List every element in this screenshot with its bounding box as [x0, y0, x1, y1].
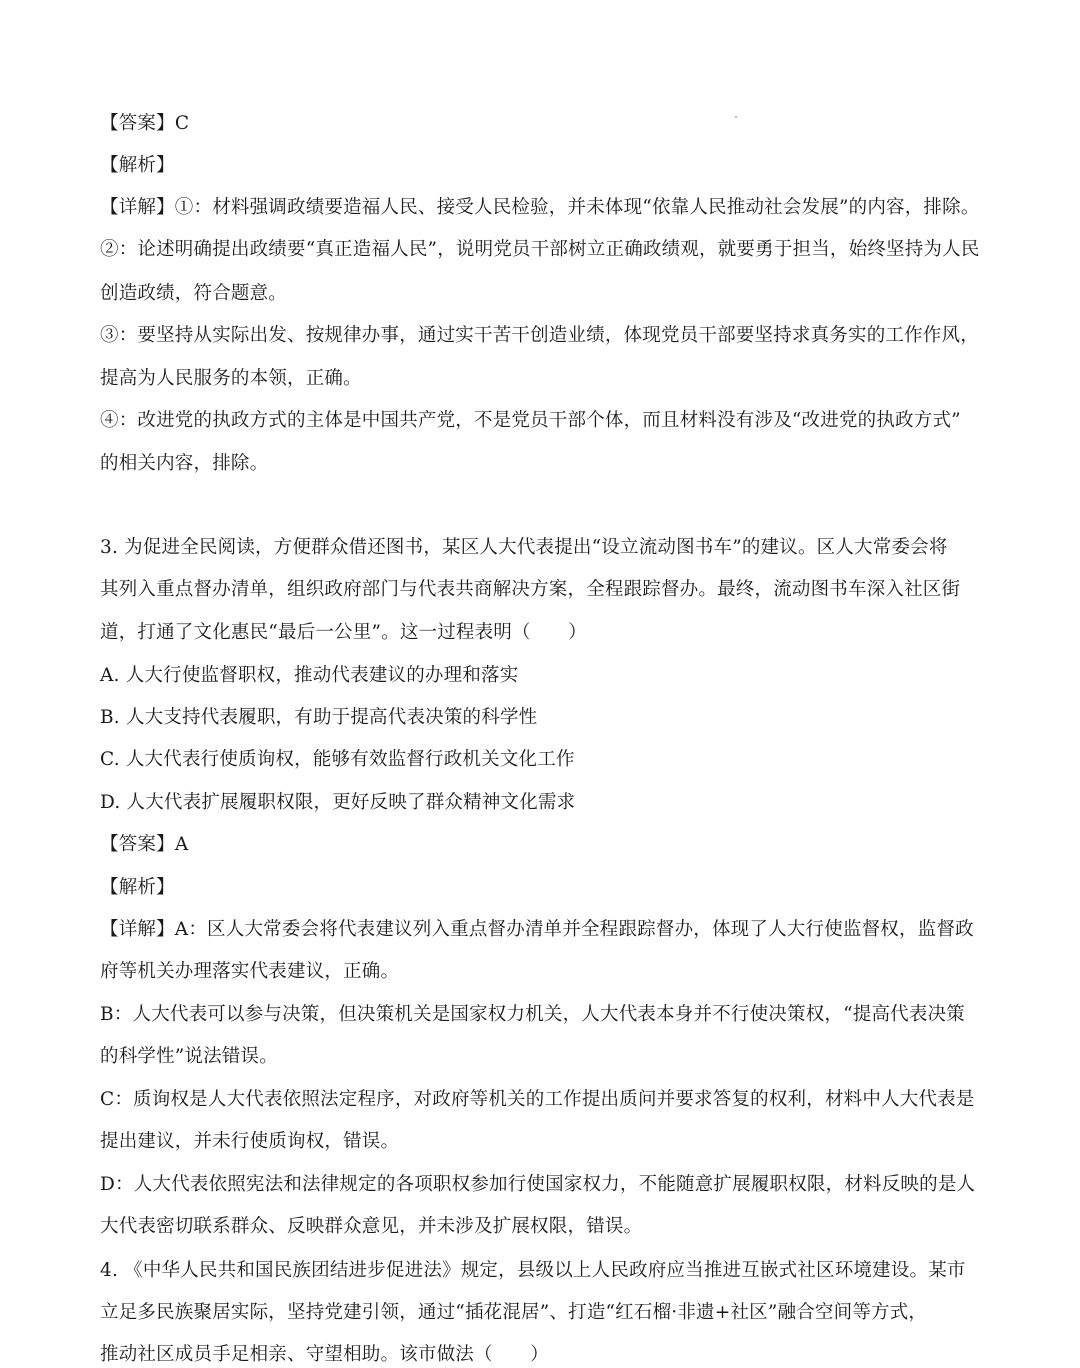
q3-option-c: C. 人大代表行使质询权，能够有效监督行政机关文化工作 — [100, 749, 575, 770]
q2-detail-line: ③：要坚持从实际出发、按规律办事，通过实干苦干创造业绩，体现党员干部要坚持求真务实的工作作风， — [100, 325, 979, 346]
q2-detail-line: 的相关内容，排除。 — [100, 453, 269, 474]
q3-stem-line: 3. 为促进全民阅读，方便群众借还图书，某区人大代表提出“设立流动图书车”的建议。区人大常委会将 — [100, 537, 948, 558]
q4-stem-line: 推动社区成员手足相亲、守望相助。该市做法（ ） — [100, 1344, 549, 1365]
q3-detail-line: C：质询权是人大代表依照法定程序，对政府等机关的工作提出质问并要求答复的权利，材料中人大代表是 — [100, 1089, 975, 1110]
q3-option-b: B. 人大支持代表履职，有助于提高代表决策的科学性 — [100, 707, 538, 728]
q3-detail-line: 的科学性”说法错误。 — [100, 1046, 278, 1067]
q3-detail-line: D：人大代表依照宪法和法律规定的各项职权参加行使国家权力，不能随意扩展履职权限，材料反映的是人 — [100, 1174, 976, 1195]
q2-detail-line: ④：改进党的执政方式的主体是中国共产党，不是党员干部个体，而且材料没有涉及“改进党的执政方式” — [100, 410, 961, 431]
q3-stem-line: 道，打通了文化惠民“最后一公里”。这一过程表明（ ） — [100, 622, 587, 643]
answer-tag: 【答案】 — [100, 834, 175, 855]
q2-analysis-tag: 【解析】 — [100, 155, 175, 176]
q3-option-a: A. 人大行使监督职权，推动代表建议的办理和落实 — [100, 665, 519, 686]
q3-detail-line: 【详解】A：区人大常委会将代表建议列入重点督办清单并全程跟踪督办，体现了人大行使监督权，监督政 — [100, 919, 974, 940]
answer-tag: 【答案】 — [100, 113, 175, 134]
q2-answer — [100, 111, 189, 137]
q3-detail-line: B：人大代表可以参与决策，但决策机关是国家权力机关，人大代表本身并不行使决策权，“提高代表决策 — [100, 1004, 965, 1025]
q3-analysis-tag: 【解析】 — [100, 877, 175, 898]
speck — [735, 116, 737, 118]
q4-stem-line: 立足多民族聚居实际，坚持党建引领，通过“插花混居”、打造“红石榴·非遗+社区”融合空间等方式， — [100, 1302, 928, 1323]
q4-stem-line: 4. 《中华人民共和国民族团结进步促进法》规定，县级以上人民政府应当推进互嵌式社区环境建设。某市 — [100, 1260, 966, 1281]
answer-value: A — [174, 834, 189, 855]
q2-detail-line: ②：论述明确提出政绩要“真正造福人民”，说明党员干部树立正确政绩观，就要勇于担当，始终坚持为人民 — [100, 239, 980, 260]
q3-detail-line: 大代表密切联系群众、反映群众意见，并未涉及扩展权限，错误。 — [100, 1216, 643, 1237]
q2-detail-line: 提高为人民服务的本领，正确。 — [100, 368, 362, 389]
q3-stem-line: 其列入重点督办清单，组织政府部门与代表共商解决方案，全程跟踪督办。最终，流动图书车深入社区街 — [100, 579, 961, 600]
q3-answer — [100, 832, 188, 858]
q3-detail-line: 府等机关办理落实代表建议，正确。 — [100, 961, 400, 982]
q3-detail-line: 提出建议，并未行使质询权，错误。 — [100, 1131, 400, 1152]
q3-option-d: D. 人大代表扩展履职权限，更好反映了群众精神文化需求 — [100, 792, 576, 813]
q2-detail-line: 【详解】①：材料强调政绩要造福人民、接受人民检验，并未体现“依靠人民推动社会发展”的内容，排除。 — [100, 197, 980, 218]
answer-value: C — [174, 113, 190, 134]
q2-detail-line: 创造政绩，符合题意。 — [100, 283, 288, 304]
